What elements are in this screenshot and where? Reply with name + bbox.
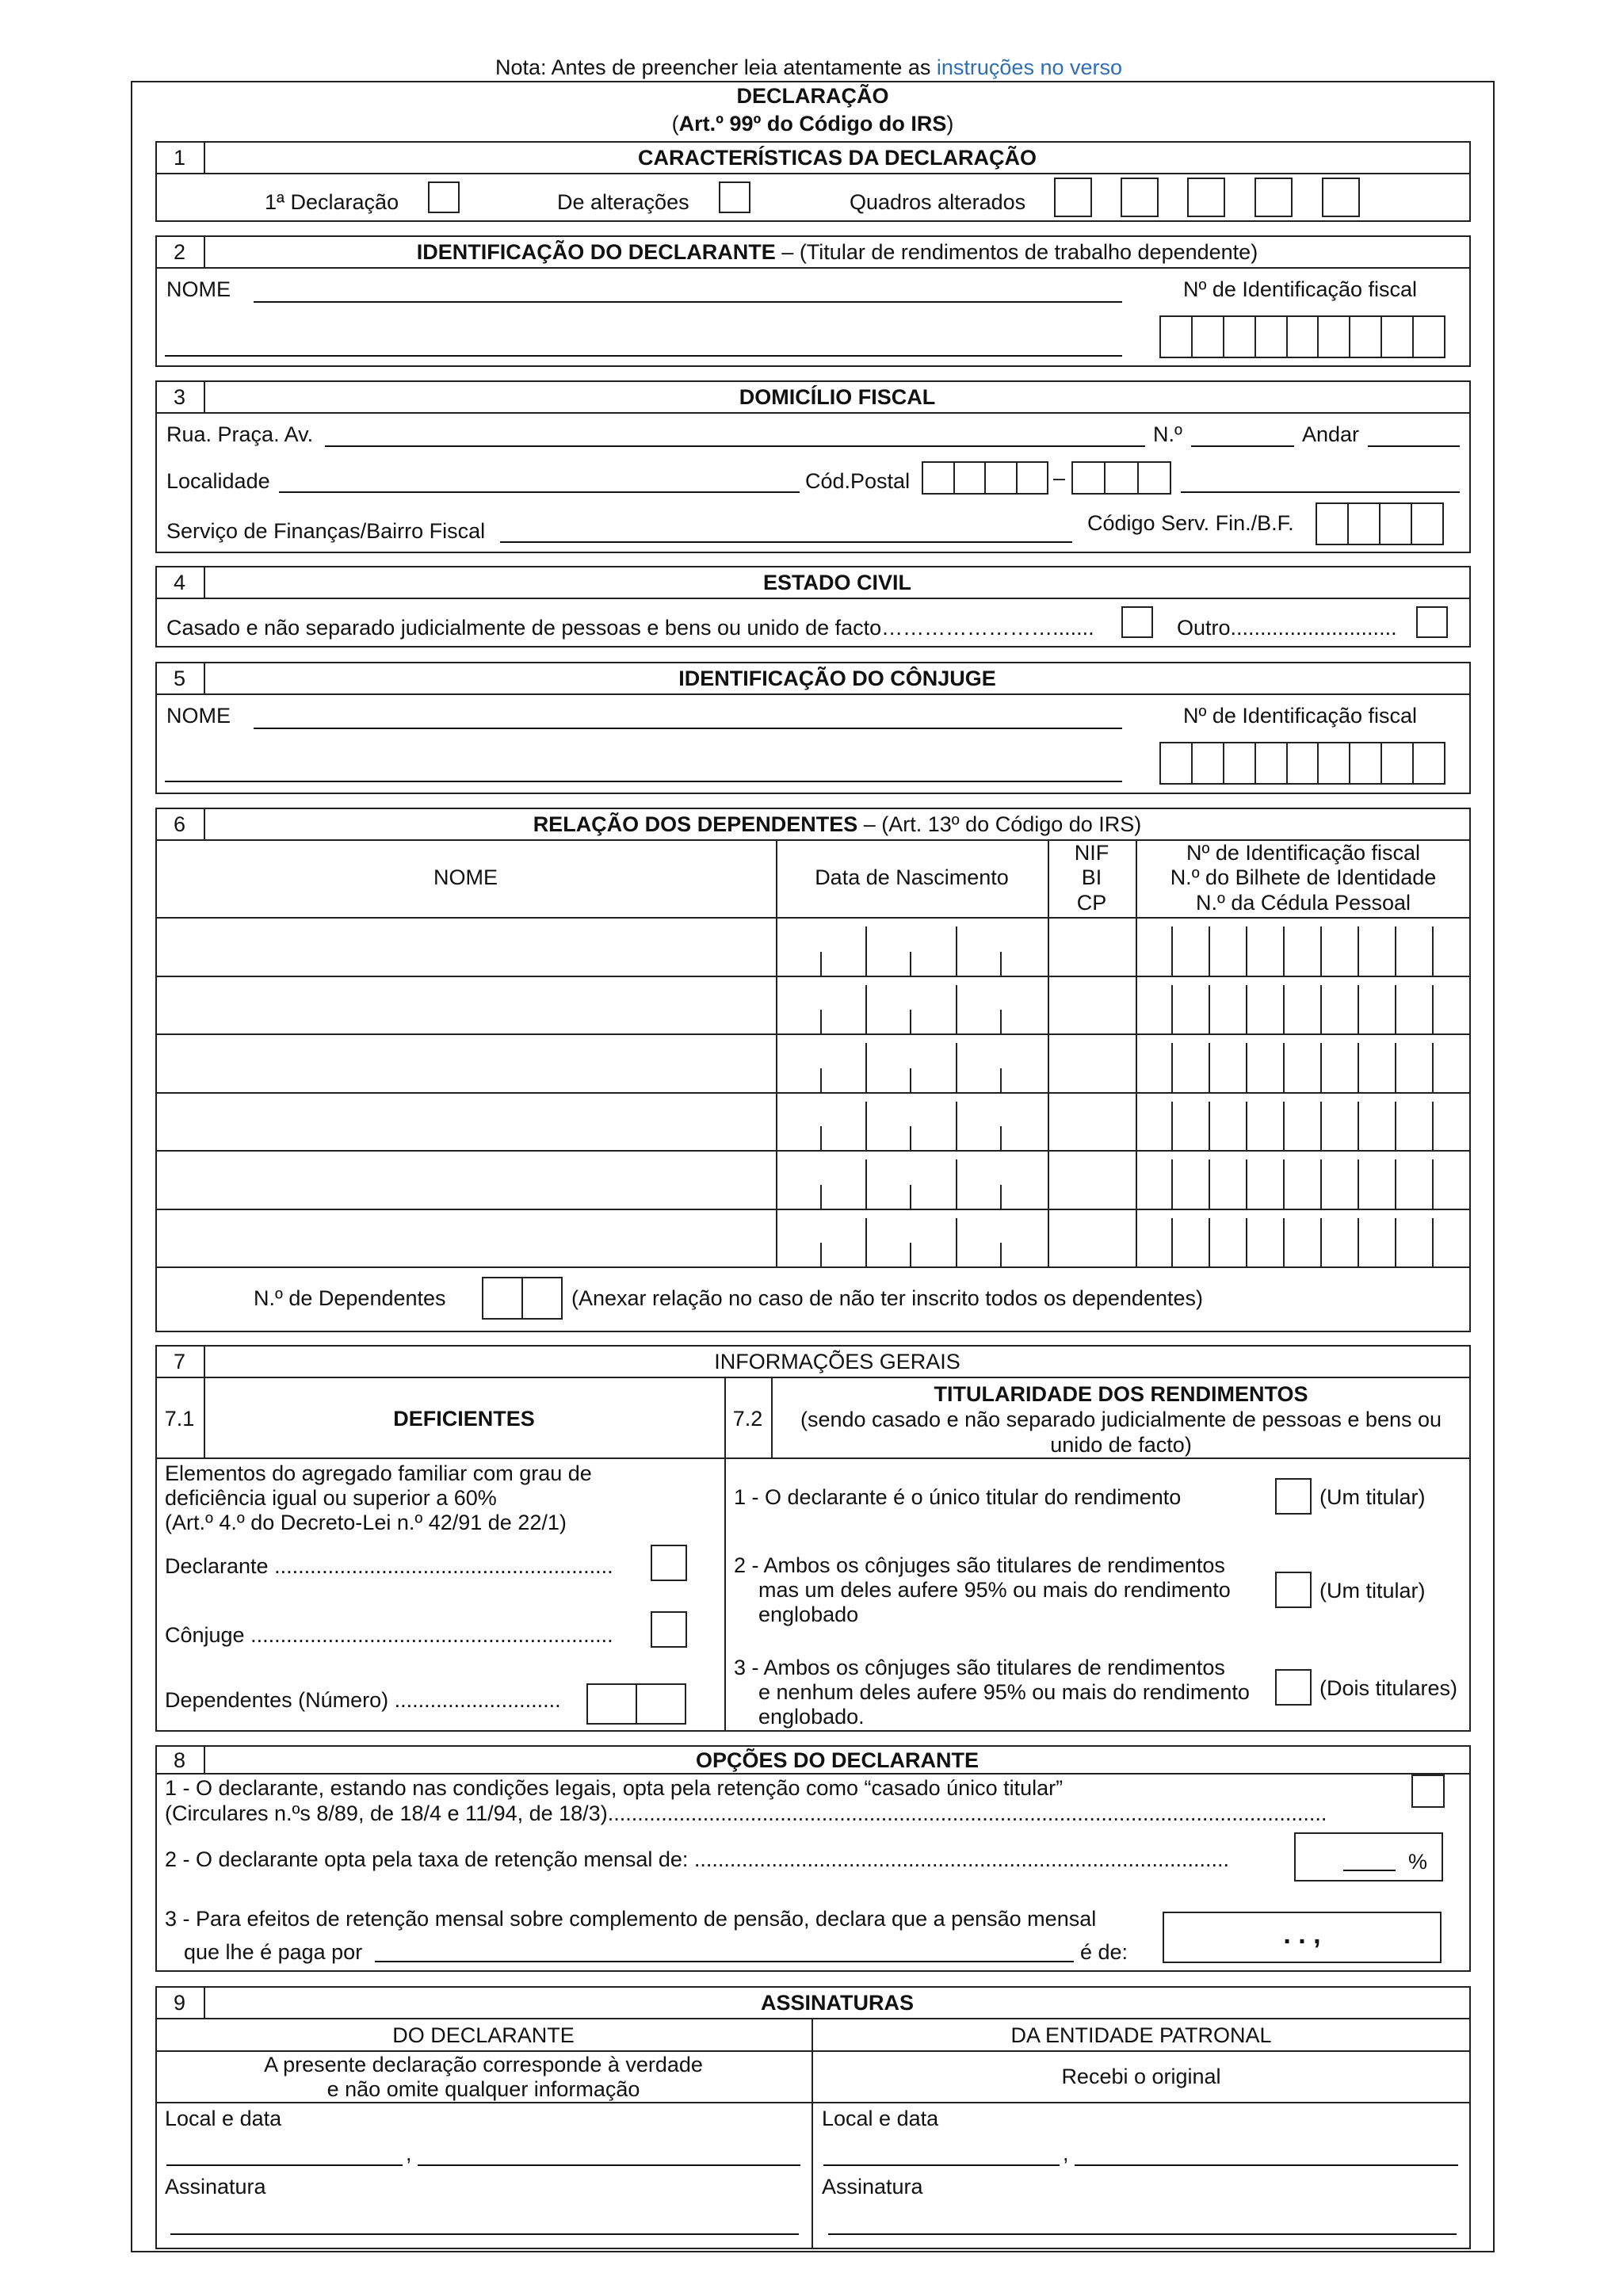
dependente-tipo-cell[interactable] (1048, 1150, 1136, 1209)
andar-label: Andar (1302, 422, 1360, 446)
servico-financas-field[interactable] (500, 541, 1072, 543)
dependente-tipo-cell[interactable] (1048, 1092, 1136, 1151)
outro-checkbox[interactable] (1416, 606, 1448, 638)
dependente-data-cell[interactable] (776, 1150, 1048, 1209)
titular-op3-tag: (Dois titulares) (1319, 1676, 1458, 1700)
nota-label: Nota: Antes de preencher leia atentamente as (495, 55, 931, 79)
declaracao-verdade-1: A presente declaração corresponde à verdade (264, 2053, 703, 2076)
dependente-tipo-cell[interactable] (1048, 976, 1136, 1034)
quadro-alterado-box-4[interactable] (1254, 178, 1293, 217)
entidade-local-label: Local e data (822, 2107, 939, 2130)
n-dependentes-label: N.º de Dependentes (254, 1286, 446, 1310)
opcao-2-label: 2 - O declarante opta pela taxa de retenção mensal de: .......................................................................................... (165, 1847, 1230, 1871)
declarante-nome-label: NOME (166, 277, 231, 301)
opcao-1-line-2: (Circulares n.ºs 8/89, de 18/4 e 11/94, de 18/3)......................................................................................................................... (165, 1801, 1327, 1825)
deficientes-title: DEFICIENTES (393, 1407, 535, 1431)
s7-middle-divider (724, 1377, 726, 1732)
pensao-valor-separators: . . , (1283, 1920, 1321, 1950)
titular-op1-checkbox[interactable] (1275, 1478, 1312, 1515)
alteracoes-label: De alterações (557, 190, 689, 214)
quadro-alterado-box-5[interactable] (1322, 178, 1360, 217)
dependente-tipo-cell[interactable] (1048, 917, 1136, 976)
localidade-field[interactable] (279, 491, 800, 493)
casado-label: Casado e não separado judicialmente de pessoas e bens ou unido de facto……………………....... (166, 616, 1094, 640)
section-6-title-rest: – (Art. 13º do Código do IRS) (857, 812, 1142, 836)
titular-op2-tag: (Um titular) (1319, 1579, 1426, 1603)
da-entidade-header: DA ENTIDADE PATRONAL (1010, 2023, 1272, 2047)
dependente-id-cell[interactable] (1136, 1033, 1471, 1092)
percent-sign: % (1408, 1850, 1428, 1874)
rua-label: Rua. Praça. Av. (166, 422, 314, 446)
section-2-number: 2 (173, 240, 186, 264)
col-data-header: Data de Nascimento (815, 865, 1009, 889)
deficiente-dependentes-label: Dependentes (Número) ............................ (165, 1688, 561, 1712)
section-1-number: 1 (173, 146, 186, 170)
declarante-nome-field[interactable] (254, 301, 1122, 303)
elementos-line-1: Elementos do agregado familiar com grau de (165, 1461, 592, 1485)
quadro-alterado-box-2[interactable] (1121, 178, 1159, 217)
entidade-assinatura-label: Assinatura (822, 2175, 923, 2199)
s72-number: 7.2 (732, 1407, 763, 1431)
titular-op2-line-3: englobado (758, 1603, 859, 1626)
declarante-comma: , (406, 2141, 412, 2165)
section-2-title-bold: IDENTIFICAÇÃO DO DECLARANTE (416, 240, 776, 264)
outro-label: Outro............................ (1177, 616, 1397, 640)
deficiente-declarante-label: Declarante ......................................................... (165, 1554, 613, 1578)
entidade-assinatura-field[interactable] (828, 2233, 1457, 2235)
section-4-title: ESTADO CIVIL (762, 571, 911, 594)
nota-text (495, 57, 1122, 78)
declarante-data-field[interactable] (418, 2164, 800, 2166)
deficiente-conjuge-checkbox[interactable] (651, 1611, 687, 1648)
declarante-nif-boxes[interactable] (1159, 315, 1445, 358)
section-2-divider (155, 267, 1471, 269)
col-nome-header: NOME (433, 865, 498, 889)
section-6-title (204, 814, 1471, 835)
dependente-tipo-cell[interactable] (1048, 1033, 1136, 1092)
elementos-line-2: deficiência igual ou superior a 60% (165, 1486, 497, 1510)
col-tipo-cp: CP (1076, 891, 1107, 915)
col-id-nif: Nº de Identificação fiscal (1186, 841, 1420, 865)
declarante-local-field[interactable] (166, 2164, 403, 2166)
dependente-nome-cell[interactable] (155, 917, 776, 976)
declaracao-verdade-2: e não omite qualquer informação (327, 2077, 640, 2101)
section-5-title: IDENTIFICAÇÃO DO CÔNJUGE (678, 667, 996, 690)
codpostal-boxes-3[interactable] (1071, 461, 1171, 495)
section-9-divider (155, 2018, 1471, 2019)
elementos-line-3: (Art.º 4.º do Decreto-Lei n.º 42/91 de 22/1) (165, 1511, 567, 1534)
dependente-data-cell[interactable] (776, 1209, 1048, 1267)
instructions-link[interactable]: instruções no verso (936, 55, 1123, 79)
conjuge-nif-label: Nº de Identificação fiscal (1183, 704, 1418, 728)
dependente-tipo-cell[interactable] (1048, 1209, 1136, 1267)
section-8-title: OPÇÕES DO DECLARANTE (695, 1748, 980, 1772)
titularidade-title: TITULARIDADE DOS RENDIMENTOS (934, 1382, 1308, 1406)
dependente-data-cell[interactable] (776, 917, 1048, 976)
codpostal-dash: – (1053, 466, 1066, 490)
deficiente-declarante-checkbox[interactable] (651, 1545, 687, 1581)
dependente-nome-cell[interactable] (155, 1092, 776, 1151)
s71-number: 7.1 (164, 1407, 195, 1431)
titular-op3-checkbox[interactable] (1275, 1669, 1312, 1706)
dependente-nome-cell[interactable] (155, 1033, 776, 1092)
subtitle-paren-open: ( (671, 112, 679, 136)
dependente-id-cell[interactable] (1136, 976, 1471, 1034)
primeira-declaracao-label: 1ª Declaração (265, 190, 399, 214)
alteracoes-checkbox[interactable] (719, 181, 750, 213)
col-tipo-bi: BI (1081, 865, 1102, 889)
declarante-assinatura-label: Assinatura (165, 2175, 266, 2199)
section-3-number: 3 (173, 385, 186, 409)
numero-label: N.º (1153, 422, 1182, 446)
declarante-nif-label: Nº de Identificação fiscal (1183, 277, 1418, 301)
section-7-number: 7 (173, 1350, 186, 1373)
entidade-local-field[interactable] (823, 2164, 1060, 2166)
primeira-declaracao-checkbox[interactable] (428, 181, 460, 213)
conjuge-nif-boxes[interactable] (1159, 742, 1445, 785)
section-2-title (204, 242, 1471, 263)
dependente-id-cell[interactable] (1136, 1209, 1471, 1267)
codpostal-designacao-field[interactable] (1181, 491, 1460, 493)
dependente-data-cell[interactable] (776, 976, 1048, 1034)
recebi-original: Recebi o original (1061, 2065, 1221, 2088)
dependente-id-cell[interactable] (1136, 1150, 1471, 1209)
titularidade-sub-1: (sendo casado e não separado judicialmente de pessoas e bens ou (800, 1408, 1442, 1431)
rua-field[interactable] (325, 445, 1145, 447)
conjuge-nome-field-2[interactable] (165, 781, 1122, 782)
opcao-1-checkbox[interactable] (1411, 1775, 1445, 1808)
entidade-data-field[interactable] (1075, 2164, 1458, 2166)
servico-financas-label: Serviço de Finanças/Bairro Fiscal (166, 519, 486, 543)
quadro-alterado-box-3[interactable] (1187, 178, 1225, 217)
col-id-bi: N.º do Bilhete de Identidade (1170, 865, 1437, 889)
s7-sub-divider (155, 1457, 1471, 1459)
titular-op3-line-2: e nenhum deles aufere 95% ou mais do rendimento (758, 1680, 1250, 1704)
section-8-number: 8 (173, 1748, 186, 1772)
form-title: DECLARAÇÃO (736, 84, 889, 108)
section-3-title: DOMICÍLIO FISCAL (739, 385, 936, 409)
section-2-title-rest: – (Titular de rendimentos de trabalho dependente) (775, 240, 1258, 264)
declarante-local-label: Local e data (165, 2107, 282, 2130)
s9-header-divider (155, 2050, 1471, 2052)
section-1-divider (155, 173, 1471, 174)
col-id-cp: N.º da Cédula Pessoal (1195, 891, 1411, 915)
codpostal-boxes-4[interactable] (922, 461, 1048, 495)
col-tipo-nif: NIF (1074, 841, 1109, 865)
opcao-3-line-3: é de: (1080, 1940, 1128, 1964)
titular-op2-line-2: mas um deles aufere 95% ou mais do rendimento (758, 1578, 1231, 1602)
andar-field[interactable] (1368, 445, 1460, 447)
subtitle-paren-close: ) (946, 112, 954, 136)
declarante-nome-field-2[interactable] (165, 355, 1122, 357)
dependente-id-cell[interactable] (1136, 1092, 1471, 1151)
casado-checkbox[interactable] (1121, 606, 1153, 638)
section-5-divider (155, 693, 1471, 695)
section-7-divider (155, 1377, 1471, 1378)
dependente-data-cell[interactable] (776, 1033, 1048, 1092)
table-bottom-divider (155, 1266, 1471, 1268)
section-4-number: 4 (173, 571, 186, 594)
section-1-title: CARACTERÍSTICAS DA DECLARAÇÃO (638, 146, 1037, 170)
codpostal-label: Cód.Postal (805, 469, 911, 493)
opcao-3-line-2: que lhe é paga por (184, 1940, 363, 1964)
titular-op1-tag: (Um titular) (1319, 1485, 1426, 1509)
section-6-number: 6 (173, 812, 186, 836)
form-subtitle (131, 113, 1495, 135)
localidade-label: Localidade (166, 469, 270, 493)
dependente-data-cell[interactable] (776, 1092, 1048, 1151)
titular-op3-line-3: englobado. (758, 1705, 865, 1729)
do-declarante-header: DO DECLARANTE (392, 2023, 575, 2047)
section-5-number: 5 (173, 667, 186, 690)
titular-op2-checkbox[interactable] (1275, 1572, 1312, 1608)
s9-middle-divider (812, 2018, 813, 2249)
opcao-1-line-1: 1 - O declarante, estando nas condições legais, opta pela retenção como “casado único titular” (165, 1776, 1064, 1800)
titular-op2-line-1: 2 - Ambos os cônjuges são titulares de rendimentos (734, 1553, 1225, 1577)
n-dependentes-boxes[interactable] (482, 1277, 563, 1320)
codigo-servico-label: Código Serv. Fin./B.F. (1087, 511, 1294, 535)
numero-field[interactable] (1191, 445, 1294, 447)
declarante-assinatura-field[interactable] (170, 2233, 799, 2235)
pensao-entidade-field[interactable] (375, 1961, 1074, 1962)
section-6-title-bold: RELAÇÃO DOS DEPENDENTES (533, 812, 858, 836)
section-9-title: ASSINATURAS (760, 1991, 914, 2015)
section-3-divider (155, 412, 1471, 414)
dependente-nome-cell[interactable] (155, 1150, 776, 1209)
anexar-note: (Anexar relação no caso de não ter inscrito todos os dependentes) (571, 1286, 1203, 1310)
dependente-id-cell[interactable] (1136, 917, 1471, 976)
s9-text-divider (155, 2102, 1471, 2103)
opcao-3-line-1: 3 - Para efeitos de retenção mensal sobre complemento de pensão, declara que a pensão mensal (165, 1907, 1097, 1931)
quadros-alterados-label: Quadros alterados (850, 190, 1026, 214)
titular-op1-label: 1 - O declarante é o único titular do rendimento (734, 1485, 1182, 1509)
dependente-nome-cell[interactable] (155, 1209, 776, 1267)
conjuge-nome-field[interactable] (254, 728, 1122, 729)
dependente-nome-cell[interactable] (155, 976, 776, 1034)
section-8-divider (155, 1773, 1471, 1775)
quadro-alterado-box-1[interactable] (1054, 178, 1092, 217)
section-9-number: 9 (173, 1991, 186, 2015)
codigo-servico-boxes[interactable] (1316, 502, 1444, 545)
section-7-title: INFORMAÇÕES GERAIS (714, 1350, 960, 1373)
subtitle-article: Art.º 99º do Código do IRS (678, 112, 947, 136)
titular-op3-line-1: 3 - Ambos os cônjuges são titulares de rendimentos (734, 1656, 1225, 1679)
deficiente-conjuge-label: Cônjuge ............................................................. (165, 1623, 613, 1647)
conjuge-nome-label: NOME (166, 704, 231, 728)
taxa-retencao-underline (1343, 1870, 1396, 1871)
entidade-comma: , (1063, 2141, 1069, 2165)
deficiente-dependentes-boxes[interactable] (586, 1683, 686, 1725)
section-4-divider (155, 598, 1471, 599)
titularidade-sub-2: unido de facto) (1050, 1433, 1192, 1457)
